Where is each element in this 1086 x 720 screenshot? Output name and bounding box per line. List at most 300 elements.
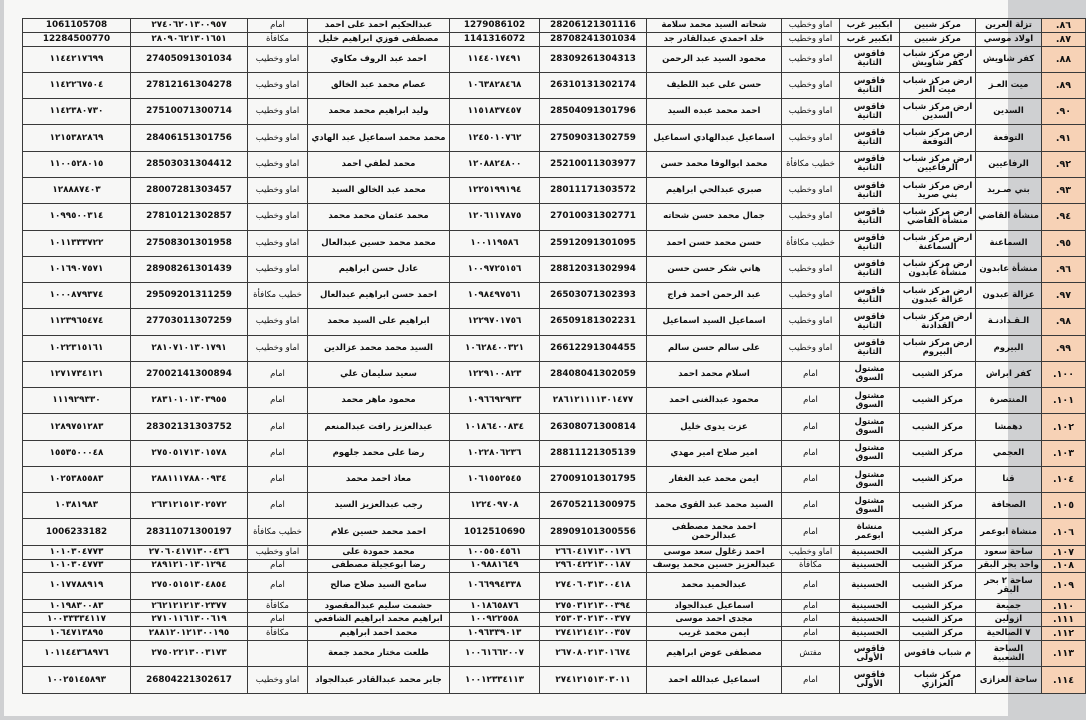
imam-name-cell: شحاته السيد محمد سلامة [647,19,782,33]
row-number: ٩٤. [1042,204,1086,230]
imam-name-cell: هاني شكر حسن حسن [647,256,782,282]
imam-role-cell: امام [782,414,840,440]
center-cell: مركز الشيب [900,466,976,492]
national-id-cell: 26503071302393 [540,283,647,309]
khatib-id-cell: 27810121302857 [131,204,248,230]
khatib-name-cell: محمد حمودة على [308,545,450,559]
khatib-name-cell: ابراهيم على السيد محمد [308,309,450,335]
village-cell: المنتصرة [976,388,1042,414]
imam-role-cell: اماو وخطيب [782,309,840,335]
center-cell: مركز الشيب [900,613,976,627]
district-cell: فاقوس الثانية [840,99,900,125]
imam-name-cell: احمد محمد عبده السيد [647,99,782,125]
district-cell: مشتول السوق [840,388,900,414]
village-cell: كفر ابراش [976,361,1042,387]
khatib-id-cell: ٢٧١٠١١٦١٣٠٠٦١٩ [131,613,248,627]
national-id-cell: ٢٧٤١٢١٥١٣٠٣٠١١ [540,667,647,694]
khatib-name-cell: سامح السيد صلاح صالح [308,573,450,599]
national-id-cell: 28309261304313 [540,46,647,72]
khatib-phone-cell: ١٠٠٠٨٧٩٣٧٤ [23,283,131,309]
center-cell: ارض مركز شباب ميت العز [900,72,976,98]
khatib-name-cell: رضا على محمد جلهوم [308,440,450,466]
center-cell: ارض مركز شباب القدادنة [900,309,976,335]
khatib-name-cell: وليد ابراهيم محمد محمد [308,99,450,125]
khatib-role-cell: اماو وخطيب [248,151,308,177]
imam-name-cell: عبد الرحمن احمد فراج [647,283,782,309]
village-cell: ساحة العزازى [976,667,1042,694]
center-cell: ارض مركز شباب السدين [900,99,976,125]
row-number: ٩٧. [1042,283,1086,309]
center-cell: مركز الشيب [900,361,976,387]
khatib-role-cell: اماو وخطيب [248,99,308,125]
village-cell: ساحة سعود [976,545,1042,559]
center-cell: مركز الشيب [900,573,976,599]
imam-name-cell: محمود عبدالغنى احمد [647,388,782,414]
imam-role-cell: خطيب مكافأة [782,151,840,177]
district-cell: مشتول السوق [840,414,900,440]
center-cell: ارض مركز شباب التوفعة [900,125,976,151]
khatib-role-cell: اماو وخطيب [248,125,308,151]
khatib-name-cell: جابر محمد عبدالقادر عبدالجواد [308,667,450,694]
village-cell: الرفاعيين [976,151,1042,177]
district-cell: منشاة ابوعمر [840,519,900,545]
khatib-name-cell: ابراهيم محمد ابراهيم الشافعي [308,613,450,627]
row-number: ١٠٢. [1042,414,1086,440]
district-cell: فاقوس الثانية [840,177,900,203]
center-cell: مركز الشيب [900,388,976,414]
national-id-cell: 27009101301795 [540,466,647,492]
center-cell: ارض مركز شباب بني صريد [900,177,976,203]
imam-name-cell: حسن محمد حسن احمد [647,230,782,256]
imam-role-cell: اماو وخطيب [782,283,840,309]
table-row [23,667,1086,694]
table-row [23,388,1086,414]
khatib-phone-cell: ١٠١٠٣٠٤٧٧٣ [23,545,131,559]
khatib-id-cell: ٢٦٢١٢١٢١٣٠٢٣٧٧ [131,599,248,613]
district-cell: فاقوس الثانية [840,204,900,230]
imam-role-cell: اماو وخطيب [782,32,840,46]
national-id-cell: 26705211300975 [540,493,647,519]
national-id-cell: 28408041302059 [540,361,647,387]
phone-cell: ١٢٢٩١٠٠٨٢٣ [450,361,540,387]
district-cell: فاقوس الثانية [840,309,900,335]
national-id-cell: ٢٧٤٠٦٠٣١٣٠٠٤١٨ [540,573,647,599]
khatib-role-cell: امام [248,388,308,414]
khatib-phone-cell: ١٢١٥٣٨٢٨٦٩ [23,125,131,151]
phone-cell: ١٠٠١١٩٥٨٦ [450,230,540,256]
district-cell: فاقوس الثانية [840,125,900,151]
khatib-id-cell: ٢٧٠٦٠٤١٧١٣٠٠٤٣٦ [131,545,248,559]
row-number: ١٠٣. [1042,440,1086,466]
khatib-role-cell: مكافأة [248,599,308,613]
khatib-role-cell: امام [248,493,308,519]
khatib-phone-cell: 1006233182 [23,519,131,545]
village-cell: واحد بحر البقر [976,559,1042,573]
table-row [23,46,1086,72]
district-cell: الحسينية [840,627,900,641]
imam-name-cell: مصطفى عوض ابراهيم [647,641,782,667]
khatib-phone-cell: ١٠١٧٧٨٨٩١٩ [23,573,131,599]
district-cell: مشتول السوق [840,361,900,387]
district-cell: فاقوس الثانية [840,151,900,177]
table-row [23,283,1086,309]
row-number: ٩٠. [1042,99,1086,125]
imam-name-cell: محمد ابوالوفا محمد حسن [647,151,782,177]
khatib-phone-cell: ١١٤٤٢١٧٦٩٩ [23,46,131,72]
row-number: ٨٨. [1042,46,1086,72]
khatib-phone-cell: ١٠٢٥٣٨٥٥٨٣ [23,466,131,492]
khatib-id-cell: ٢٨٠٩٠٦٢١٣٠١٦٥١ [131,32,248,46]
khatib-name-cell: احمد حسن ابراهيم عبدالعال [308,283,450,309]
khatib-id-cell: 28302131303752 [131,414,248,440]
khatib-phone-cell: ١٥٥٣٥٠٠٠٤٨ [23,440,131,466]
center-cell: مركز شبين [900,19,976,33]
village-cell: السماعنة [976,230,1042,256]
khatib-role-cell: اماو وخطيب [248,256,308,282]
khatib-id-cell: ٢٧٥٠٢٢١٣٠٠٣١٧٣ [131,641,248,667]
khatib-phone-cell: ١٠٠٢٥١٤٥٨٩٣ [23,667,131,694]
khatib-phone-cell: ١٠١٠٣٠٤٧٧٣ [23,559,131,573]
center-cell: م شباب فاقوس [900,641,976,667]
khatib-id-cell: 28503031304412 [131,151,248,177]
imam-name-cell: اسلام محمد احمد [647,361,782,387]
khatib-id-cell: 26804221302617 [131,667,248,694]
table-row [23,151,1086,177]
district-cell: فاقوس الثانية [840,283,900,309]
khatib-id-cell: ٢٨٩١٢١٠١٣٠١٢٩٤ [131,559,248,573]
center-cell: ارض مركز شباب الرفاعيين [900,151,976,177]
imam-role-cell: اماو وخطيب [782,256,840,282]
khatib-phone-cell: ١٠١٩٨٣٠٠٨٣ [23,599,131,613]
national-id-cell: ٢٨٦١٢١١١١٣٠١٤٧٧ [540,388,647,414]
khatib-phone-cell: ١٠١١٣٣٣٧٢٢ [23,230,131,256]
khatib-name-cell: احمد محمد حسين علام [308,519,450,545]
center-cell: مركز شباب العزازي [900,667,976,694]
village-cell: التوفعة [976,125,1042,151]
village-cell: منشأة عابدون [976,256,1042,282]
imam-role-cell: امام [782,466,840,492]
khatib-role-cell: اماو وخطيب [248,72,308,98]
district-cell: الحسينية [840,599,900,613]
khatib-id-cell: 28406151301756 [131,125,248,151]
center-cell: ارض مركز شباب السماعنة [900,230,976,256]
phone-cell: 1279086102 [450,19,540,33]
center-cell: مركز الشيب [900,493,976,519]
row-number: ٩٥. [1042,230,1086,256]
phone-cell: ١٠٩٨٤٩٧٥٦١ [450,283,540,309]
national-id-cell: ٢٧٥٠٣١٢١٣٠٠٣٩٤ [540,599,647,613]
phone-cell: ١٠١٨٦٥٨٧٦ [450,599,540,613]
village-cell: ميت العـز [976,72,1042,98]
phone-cell: ١٠٢٢٨٠٦٢٣٦ [450,440,540,466]
khatib-role-cell: امام [248,559,308,573]
khatib-phone-cell: ١٢٨٩٧٥١٢٨٣ [23,414,131,440]
village-cell: اولاد موسي [976,32,1042,46]
imam-name-cell: اسماعيل عبدالجواد [647,599,782,613]
document-sheet [4,0,1074,716]
district-cell: فاقوس الثانية [840,230,900,256]
imam-name-cell: اسماعيل عبدالهادي اسماعيل [647,125,782,151]
imam-role-cell: اماو وخطيب [782,72,840,98]
phone-cell: ١٠٠٩٢٢٥٥٨ [450,613,540,627]
khatib-name-cell: محمد احمد ابراهيم [308,627,450,641]
table-row [23,19,1086,33]
district-cell: الحسينية [840,613,900,627]
table-row [23,559,1086,573]
row-number: ١٠٠. [1042,361,1086,387]
khatib-role-cell: اماو وخطيب [248,177,308,203]
village-cell: تزلة العرين [976,19,1042,33]
village-cell: قنا [976,466,1042,492]
khatib-name-cell: محمد محمد اسماعيل عبد الهادي [308,125,450,151]
district-cell: فاقوس الثانية [840,256,900,282]
khatib-phone-cell: ١١١٩٢٩٣٣٠ [23,388,131,414]
khatib-phone-cell: ١١٤٢٢٦٧٥٠٤ [23,72,131,98]
khatib-role-cell: اماو وخطيب [248,46,308,72]
national-id-cell: 26308071300814 [540,414,647,440]
table-row [23,573,1086,599]
khatib-id-cell: ٢٨٨١١١٧٨٨٠٠٩٣٤ [131,466,248,492]
khatib-name-cell: عادل حسن ابراهيم [308,256,450,282]
imam-role-cell: اماو وخطيب [782,177,840,203]
table-row [23,32,1086,46]
khatib-role-cell: امام [248,573,308,599]
phone-cell: ١٢٤٥٠١٠٧٦٢ [450,125,540,151]
khatib-name-cell: حشمت سليم عبدالمقصود [308,599,450,613]
imam-name-cell: عبدالعزيز حسين محمد يوسف [647,559,782,573]
khatib-role-cell: امام [248,440,308,466]
imam-name-cell: ايمن محمد غريب [647,627,782,641]
village-cell: الصحافة [976,493,1042,519]
row-number: ١١١. [1042,613,1086,627]
phone-cell: ١٢٢٤٠٩٧٠٨ [450,493,540,519]
row-number: ١١٤. [1042,667,1086,694]
row-number: ٨٦. [1042,19,1086,33]
imam-role-cell: امام [782,388,840,414]
village-cell: ساحة ٢ بحر البقر [976,573,1042,599]
table-row [23,613,1086,627]
village-cell: الـقـدادنـة [976,309,1042,335]
village-cell: الساحة الشعبية [976,641,1042,667]
district-cell: الحسينية [840,545,900,559]
village-cell: البيروم [976,335,1042,361]
imam-role-cell: مفتش [782,641,840,667]
khatib-id-cell: 27508301301958 [131,230,248,256]
khatib-id-cell: 27002141300894 [131,361,248,387]
row-number: ٩١. [1042,125,1086,151]
imam-name-cell: محمود السيد عبد الرحمن [647,46,782,72]
center-cell: مركز الشيب [900,519,976,545]
khatib-id-cell: 27812161304278 [131,72,248,98]
imam-name-cell: السيد محمد عبد القوى محمد [647,493,782,519]
imam-name-cell: صبري عبدالحي ابراهيم [647,177,782,203]
imams-table [22,18,1086,694]
khatib-role-cell: اماو وخطيب [248,545,308,559]
khatib-id-cell: 28908261301439 [131,256,248,282]
national-id-cell: 27010031302771 [540,204,647,230]
table-row [23,204,1086,230]
district-cell: فاقوس الأولى [840,641,900,667]
khatib-role-cell: اماو وخطيب [248,204,308,230]
khatib-role-cell: مكافأة [248,32,308,46]
imam-role-cell: اماو وخطيب [782,545,840,559]
row-number: ١٠١. [1042,388,1086,414]
phone-cell: 1141316072 [450,32,540,46]
village-cell: العجمي [976,440,1042,466]
khatib-role-cell: اماو وخطيب [248,667,308,694]
khatib-role-cell: اماو وخطيب [248,309,308,335]
imam-role-cell: امام [782,493,840,519]
district-cell: مشتول السوق [840,440,900,466]
table-row [23,466,1086,492]
center-cell: مركز الشيب [900,627,976,641]
khatib-role-cell: امام [248,613,308,627]
center-cell: ارض مركز شباب كفر شاويش [900,46,976,72]
imam-name-cell: عبدالحميد محمد [647,573,782,599]
imam-name-cell: على سالم حسن سالم [647,335,782,361]
khatib-name-cell: السيد محمد محمد عزالدين [308,335,450,361]
khatib-id-cell: 28311071300197 [131,519,248,545]
district-cell: مشتول السوق [840,493,900,519]
national-id-cell: 28206121301116 [540,19,647,33]
khatib-name-cell: محمد لطفي احمد [308,151,450,177]
khatib-name-cell: معاذ احمد محمد [308,466,450,492]
imam-role-cell: اماو وخطيب [782,204,840,230]
district-cell: فاقوس الثانية [840,335,900,361]
phone-cell: ١٠٠٦١٦٦٢٠٠٧ [450,641,540,667]
table-row [23,177,1086,203]
khatib-name-cell: مصطفى فوزي ابراهيم خليل [308,32,450,46]
phone-cell: ١٠٦٣٨٢٨٤٦٨ [450,72,540,98]
national-id-cell: 25912091301095 [540,230,647,256]
imam-name-cell: عزت يدوى خليل [647,414,782,440]
national-id-cell: 27509031302759 [540,125,647,151]
table-row [23,519,1086,545]
table-row [23,627,1086,641]
imam-role-cell: اماو وخطيب [782,19,840,33]
phone-cell: ١١٥١٨٣٧٤٥٧ [450,99,540,125]
imam-role-cell: امام [782,627,840,641]
row-number: ١١٢. [1042,627,1086,641]
khatib-phone-cell: ١١٠٠٥٢٨٠١٥ [23,151,131,177]
khatib-name-cell: احمد عبد الروف مكاوي [308,46,450,72]
khatib-phone-cell: ١١٢٣٩٦٥٤٧٤ [23,309,131,335]
khatib-name-cell: عبدالحكيم احمد على احمد [308,19,450,33]
row-number: ٩٩. [1042,335,1086,361]
imam-name-cell: امير صلاح امير مهدي [647,440,782,466]
village-cell: كفر شاويش [976,46,1042,72]
national-id-cell: 26612291304455 [540,335,647,361]
national-id-cell: ٢٦٧٠٨٠٢١٣٠١٦٧٤ [540,641,647,667]
table-row [23,641,1086,667]
national-id-cell: 28909101300556 [540,519,647,545]
district-cell: فاقوس الأولى [840,667,900,694]
khatib-id-cell: ٢٨٨١٢٠١٢١٣٠٠١٩٥ [131,627,248,641]
khatib-phone-cell: ١٠٠٣٣٣٣٤١١٧ [23,613,131,627]
table-body [23,19,1086,694]
village-cell: ٧ الصالحية [976,627,1042,641]
khatib-id-cell: ٢٧٥٠٥١٥١٣٠٤٨٥٤ [131,573,248,599]
district-cell: فاقوس الثانية [840,46,900,72]
center-cell: مركز شبين [900,32,976,46]
khatib-role-cell: مكافأة [248,627,308,641]
khatib-name-cell: محمد محمد حسين عبدالعال [308,230,450,256]
khatib-name-cell: عصام محمد عبد الخالق [308,72,450,98]
table-row [23,414,1086,440]
national-id-cell: 28708241301034 [540,32,647,46]
khatib-id-cell: ٢٨١٠٧١٠١٣٠١٧٩١ [131,335,248,361]
khatib-phone-cell: ١٠٦٤٧١٣٨٩٥ [23,627,131,641]
phone-cell: ١١٤٤٠١٧٤٩١ [450,46,540,72]
khatib-role-cell: امام [248,19,308,33]
khatib-role-cell: امام [248,414,308,440]
khatib-name-cell: رضا ابوعجيلة مصطفى [308,559,450,573]
table-row [23,493,1086,519]
row-number: ٨٩. [1042,72,1086,98]
national-id-cell: ٢٩٦٠٤٢٢١٣٠٠١٨٧ [540,559,647,573]
center-cell: مركز الشيب [900,545,976,559]
national-id-cell: 26509181302231 [540,309,647,335]
imam-role-cell: اماو وخطيب [782,125,840,151]
table-row [23,125,1086,151]
district-cell: ابكبير غرب [840,19,900,33]
imam-name-cell: احمد زغلول سعد موسى [647,545,782,559]
imam-role-cell: مكافأة [782,559,840,573]
phone-cell: ١٢٢٥١٩٩١٩٤ [450,177,540,203]
table-row [23,230,1086,256]
row-number: ٩٨. [1042,309,1086,335]
imam-role-cell: اماو وخطيب [782,99,840,125]
center-cell: ارض مركز شباب عزالة عبدون [900,283,976,309]
district-cell: ابكبير غرب [840,32,900,46]
khatib-phone-cell: ١٠١٦٩٠٧٥٧١ [23,256,131,282]
khatib-role-cell: امام [248,361,308,387]
imam-name-cell: اسماعيل عبدالله احمد [647,667,782,694]
khatib-phone-cell: ١٠٩٩٥٠٠٣١٤ [23,204,131,230]
center-cell: ارض مركز شباب منشأة القاضي [900,204,976,230]
imam-role-cell: امام [782,613,840,627]
imam-name-cell: مجدى احمد موسى [647,613,782,627]
village-cell: منشأة القاضي [976,204,1042,230]
khatib-phone-cell: 12284500770 [23,32,131,46]
imam-name-cell: حسن على عبد اللطيف [647,72,782,98]
district-cell: مشتول السوق [840,466,900,492]
village-cell: عزالة عبدون [976,283,1042,309]
row-number: ١٠٨. [1042,559,1086,573]
row-number: ١٠٤. [1042,466,1086,492]
row-number: ٩٢. [1042,151,1086,177]
phone-cell: ١٠٠٥٥٠٤٥٦١ [450,545,540,559]
phone-cell: ١٠٦٦٩٩٤٣٣٨ [450,573,540,599]
khatib-name-cell: محمد عثمان محمد محمد [308,204,450,230]
khatib-name-cell: محمد عبد الخالق السيد [308,177,450,203]
phone-cell: ١٠٩٨٨١٦٤٩ [450,559,540,573]
national-id-cell: 28504091301796 [540,99,647,125]
khatib-phone-cell: ١٢٧١٧٣٤١٢١ [23,361,131,387]
imam-name-cell: ايمن محمد عبد الغفار [647,466,782,492]
national-id-cell: 25210011303977 [540,151,647,177]
row-number: ٨٧. [1042,32,1086,46]
imam-role-cell: امام [782,519,840,545]
table-row [23,99,1086,125]
khatib-id-cell: 27510071300714 [131,99,248,125]
imam-role-cell: اماو وخطيب [782,335,840,361]
center-cell: ارض مركز شباب منشأة عابدون [900,256,976,282]
phone-cell: ١٠٠٩٧٢٥١٥٦ [450,256,540,282]
khatib-role-cell: خطيب مكافأة [248,283,308,309]
national-id-cell: 28812031302994 [540,256,647,282]
village-cell: ازولين [976,613,1042,627]
